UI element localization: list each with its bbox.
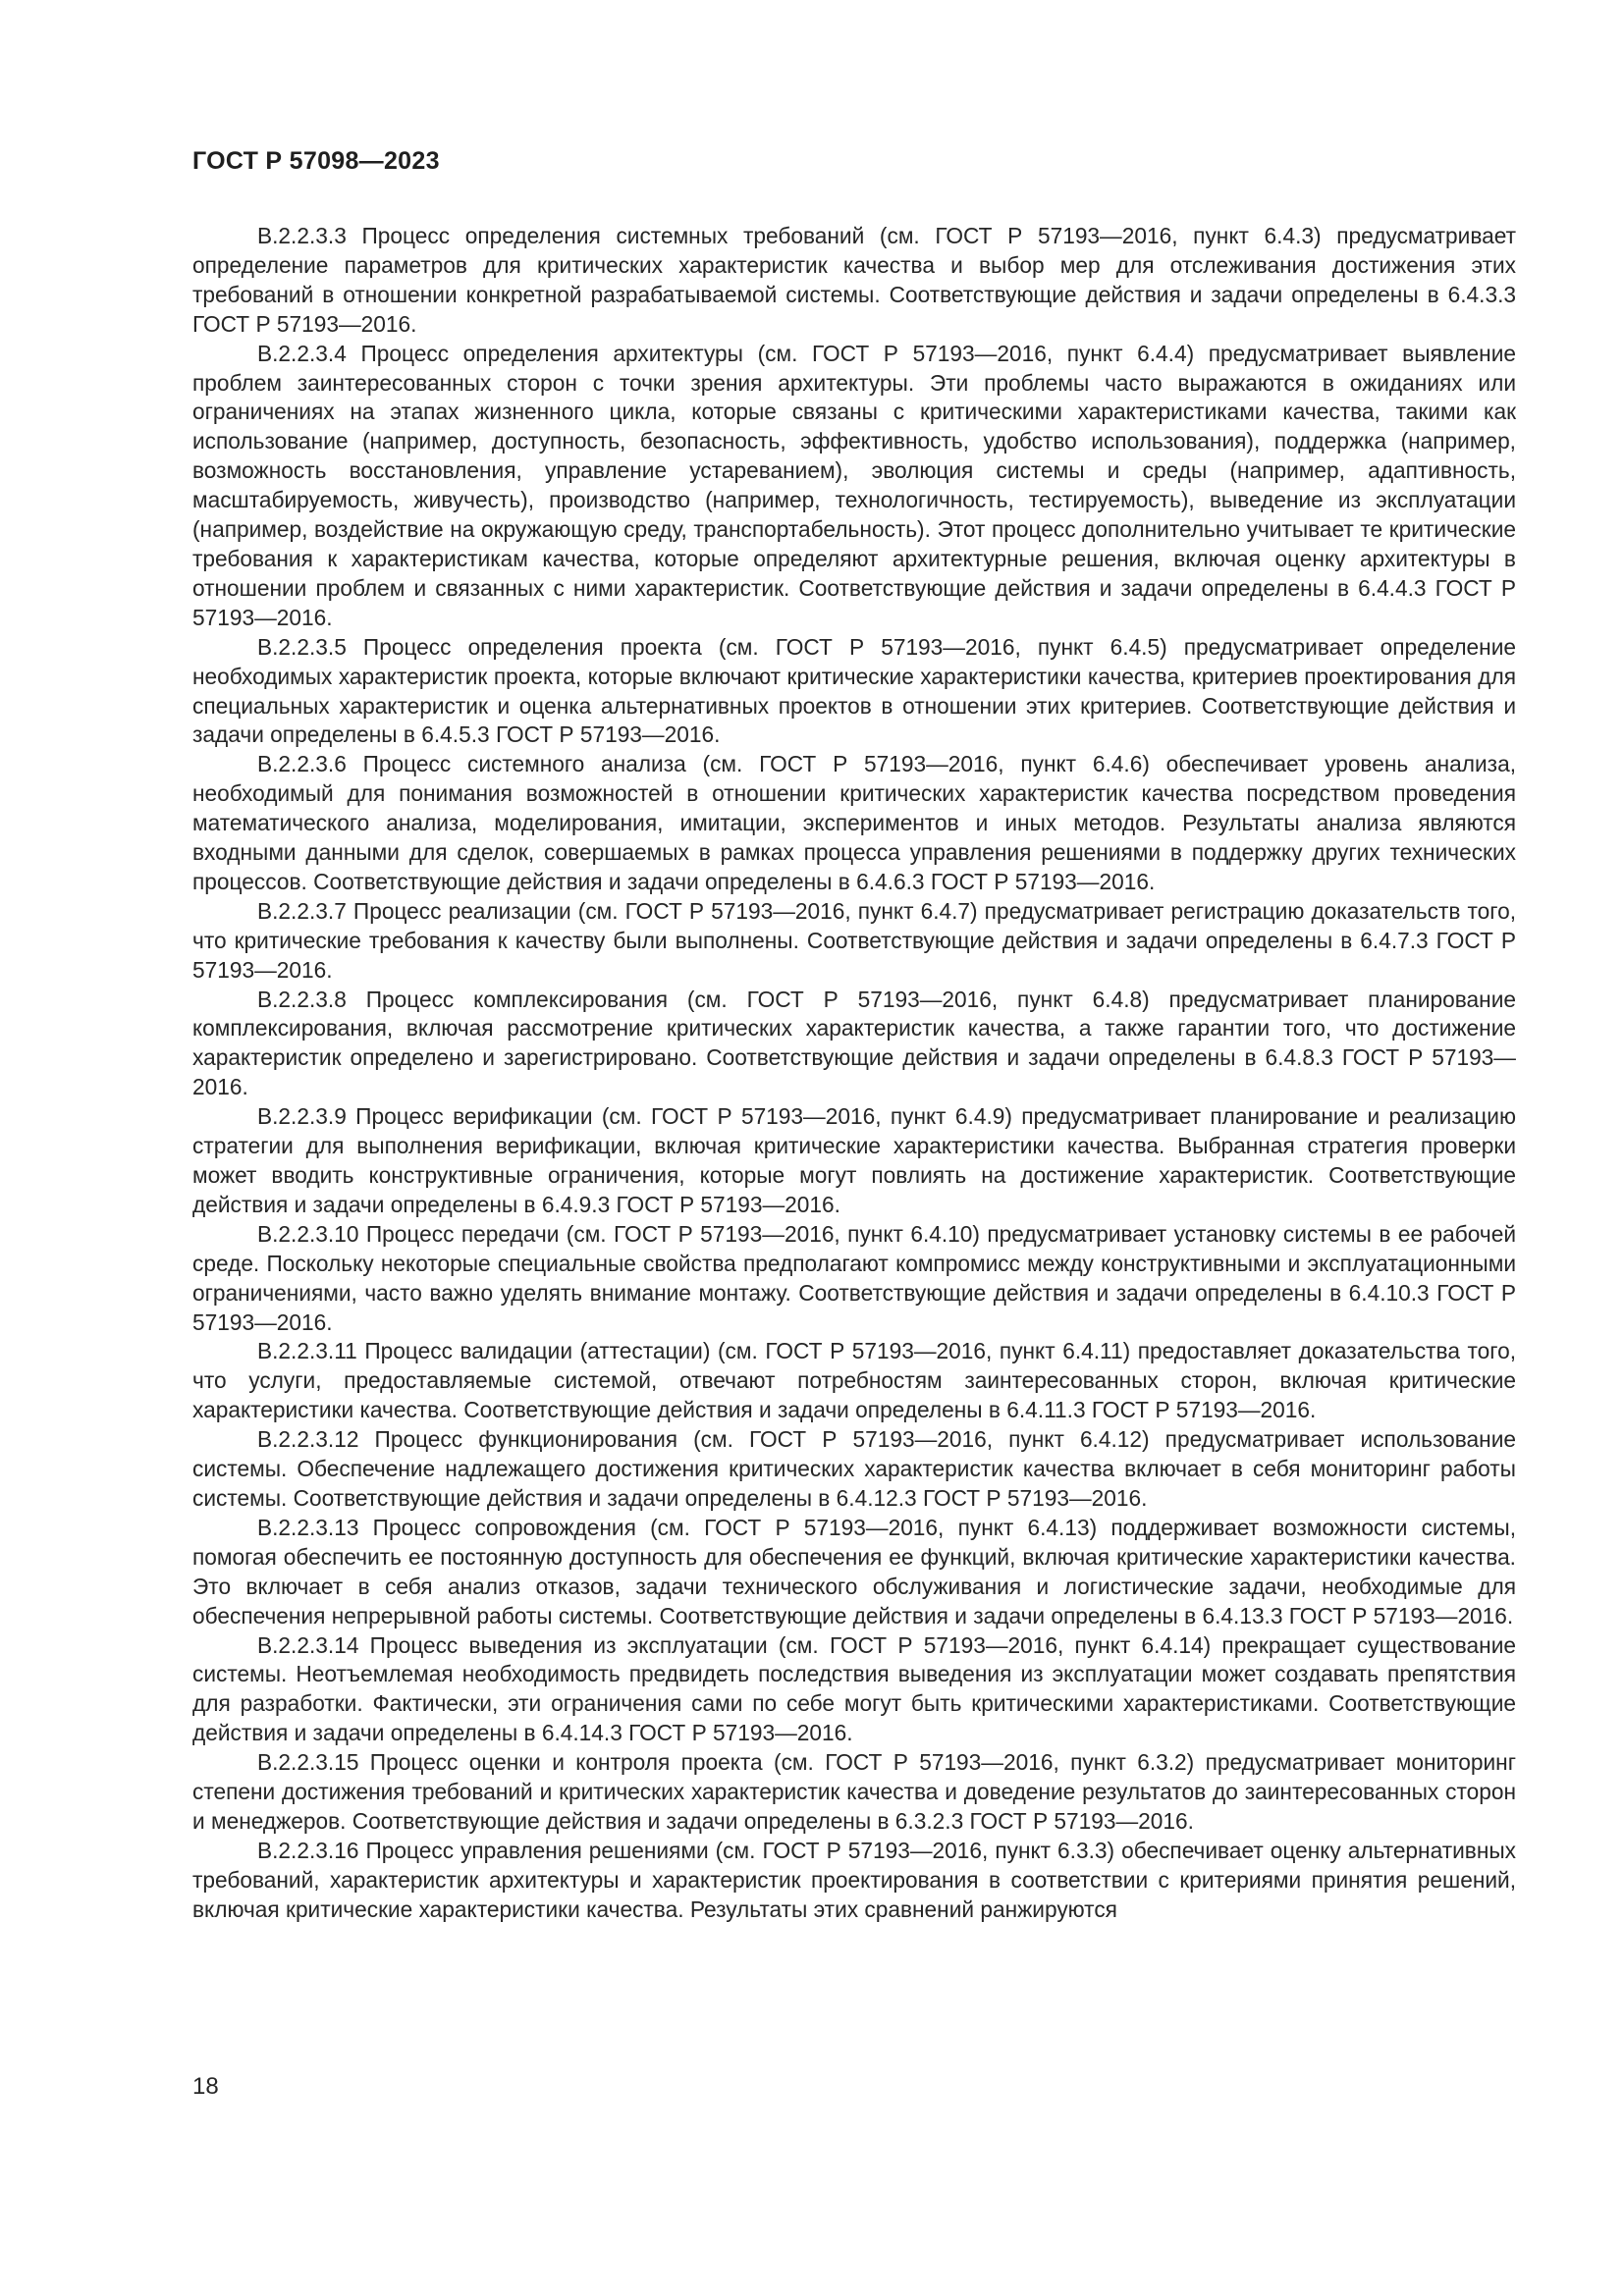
paragraph: В.2.2.3.12 Процесс функционирования (см. ГОСТ Р 57193—2016, пункт 6.4.12) предусматривает использование системы. Обеспечение надлежащего достижения критических характеристик качества включает в себя мониторинг работы системы. Соответствующие действия и задачи определены в 6.4.12.3 ГОСТ Р 57193—2016. xyxy=(192,1426,1516,1511)
paragraph: В.2.2.3.16 Процесс управления решениями (см. ГОСТ Р 57193—2016, пункт 6.3.3) обеспечивает оценку альтернативных требований, характеристик архитектуры и характеристик проектирования в соответствии с критериями принятия решений, включая критические характеристики качества. Результаты этих сравнений ранжируются xyxy=(192,1837,1516,1922)
paragraph: В.2.2.3.15 Процесс оценки и контроля проекта (см. ГОСТ Р 57193—2016, пункт 6.3.2) предусматривает мониторинг степени достижения требований и критических характеристик качества и доведение результатов до заинтересованных сторон и менеджеров. Соответствующие действия и задачи определены в 6.3.2.3 ГОСТ Р 57193—2016. xyxy=(192,1749,1516,1834)
paragraph: В.2.2.3.11 Процесс валидации (аттестации) (см. ГОСТ Р 57193—2016, пункт 6.4.11) предоставляет доказательства того, что услуги, предоставляемые системой, отвечают потребностям заинтересованных сторон, включая критические характеристики качества. Соответствующие действия и задачи определены в 6.4.11.3 ГОСТ Р 57193—2016. xyxy=(192,1338,1516,1423)
paragraph: В.2.2.3.9 Процесс верификации (см. ГОСТ Р 57193—2016, пункт 6.4.9) предусматривает планирование и реализацию стратегии для выполнения верификации, включая критические характеристики качества. Выбранная стратегия проверки может вводить конструктивные ограничения, которые могут повлиять на достижение характеристик. Соответствующие действия и задачи определены в 6.4.9.3 ГОСТ Р 57193—2016. xyxy=(192,1103,1516,1217)
page-number: 18 xyxy=(192,2073,219,2100)
paragraph: В.2.2.3.3 Процесс определения системных требований (см. ГОСТ Р 57193—2016, пункт 6.4.3) предусматривает определение параметров для критических характеристик качества и выбор мер для отслеживания достижения этих требований в отношении конкретной разрабатываемой системы. Соответствующие действия и задачи определены в 6.4.3.3 ГОСТ Р 57193—2016. xyxy=(192,223,1516,337)
paragraph: В.2.2.3.8 Процесс комплексирования (см. ГОСТ Р 57193—2016, пункт 6.4.8) предусматривает планирование комплексирования, включая рассмотрение критических характеристик качества, а также гарантии того, что достижение характеристик определено и зарегистрировано. Соответствующие действия и задачи определены в 6.4.8.3 ГОСТ Р 57193—2016. xyxy=(192,986,1516,1100)
paragraph: В.2.2.3.5 Процесс определения проекта (см. ГОСТ Р 57193—2016, пункт 6.4.5) предусматривает определение необходимых характеристик проекта, которые включают критические характеристики качества, критериев проектирования для специальных характеристик и оценка альтернативных проектов в отношении этих критериев. Соответствующие действия и задачи определены в 6.4.5.3 ГОСТ Р 57193—2016. xyxy=(192,633,1516,748)
document-header: ГОСТ Р 57098—2023 xyxy=(192,147,440,175)
document-body xyxy=(192,222,1516,1925)
paragraph: В.2.2.3.10 Процесс передачи (см. ГОСТ Р 57193—2016, пункт 6.4.10) предусматривает установку системы в ее рабочей среде. Поскольку некоторые специальные свойства предполагают компромисс между конструктивными и эксплуатационными ограничениями, часто важно уделять внимание монтажу. Соответствующие действия и задачи определены в 6.4.10.3 ГОСТ Р 57193—2016. xyxy=(192,1220,1516,1335)
paragraph: В.2.2.3.7 Процесс реализации (см. ГОСТ Р 57193—2016, пункт 6.4.7) предусматривает регистрацию доказательств того, что критические требования к качеству были выполнены. Соответствующие действия и задачи определены в 6.4.7.3 ГОСТ Р 57193—2016. xyxy=(192,897,1516,983)
paragraph: В.2.2.3.4 Процесс определения архитектуры (см. ГОСТ Р 57193—2016, пункт 6.4.4) предусматривает выявление проблем заинтересованных сторон с точки зрения архитектуры. Эти проблемы часто выражаются в ожиданиях или ограничениях на этапах жизненного цикла, которые связаны с критическими характеристиками качества, такими как использование (например, доступность, безопасность, эффективность, удобство использования), поддержка (например, возможность восстановления, управление устареванием), эволюция системы и среды (например, адаптивность, масштабируемость, живучесть), производство (например, технологичность, тестируемость), выведение из эксплуатации (например, воздействие на окружающую среду, транспортабельность). Этот процесс дополнительно учитывает те критические требования к характеристикам качества, которые определяют архитектурные решения, включая оценку архитектуры в отношении проблем и связанных с ними характеристик. Соответствующие действия и задачи определены в 6.4.4.3 ГОСТ Р 57193—2016. xyxy=(192,340,1516,630)
paragraph: В.2.2.3.6 Процесс системного анализа (см. ГОСТ Р 57193—2016, пункт 6.4.6) обеспечивает уровень анализа, необходимый для понимания возможностей в отношении критических характеристик качества посредством проведения математического анализа, моделирования, имитации, экспериментов и иных методов. Результаты анализа являются входными данными для сделок, совершаемых в рамках процесса управления решениями в поддержку других технических процессов. Соответствующие действия и задачи определены в 6.4.6.3 ГОСТ Р 57193—2016. xyxy=(192,751,1516,894)
paragraph: В.2.2.3.13 Процесс сопровождения (см. ГОСТ Р 57193—2016, пункт 6.4.13) поддерживает возможности системы, помогая обеспечить ее постоянную доступность для обеспечения ее функций, включая критические характеристики качества. Это включает в себя анализ отказов, задачи технического обслуживания и логистические задачи, необходимые для обеспечения непрерывной работы системы. Соответствующие действия и задачи определены в 6.4.13.3 ГОСТ Р 57193—2016. xyxy=(192,1514,1516,1629)
paragraph: В.2.2.3.14 Процесс выведения из эксплуатации (см. ГОСТ Р 57193—2016, пункт 6.4.14) прекращает существование системы. Неотъемлемая необходимость предвидеть последствия выведения из эксплуатации может создавать препятствия для разработки. Фактически, эти ограничения сами по себе могут быть критическими характеристиками. Соответствующие действия и задачи определены в 6.4.14.3 ГОСТ Р 57193—2016. xyxy=(192,1631,1516,1746)
